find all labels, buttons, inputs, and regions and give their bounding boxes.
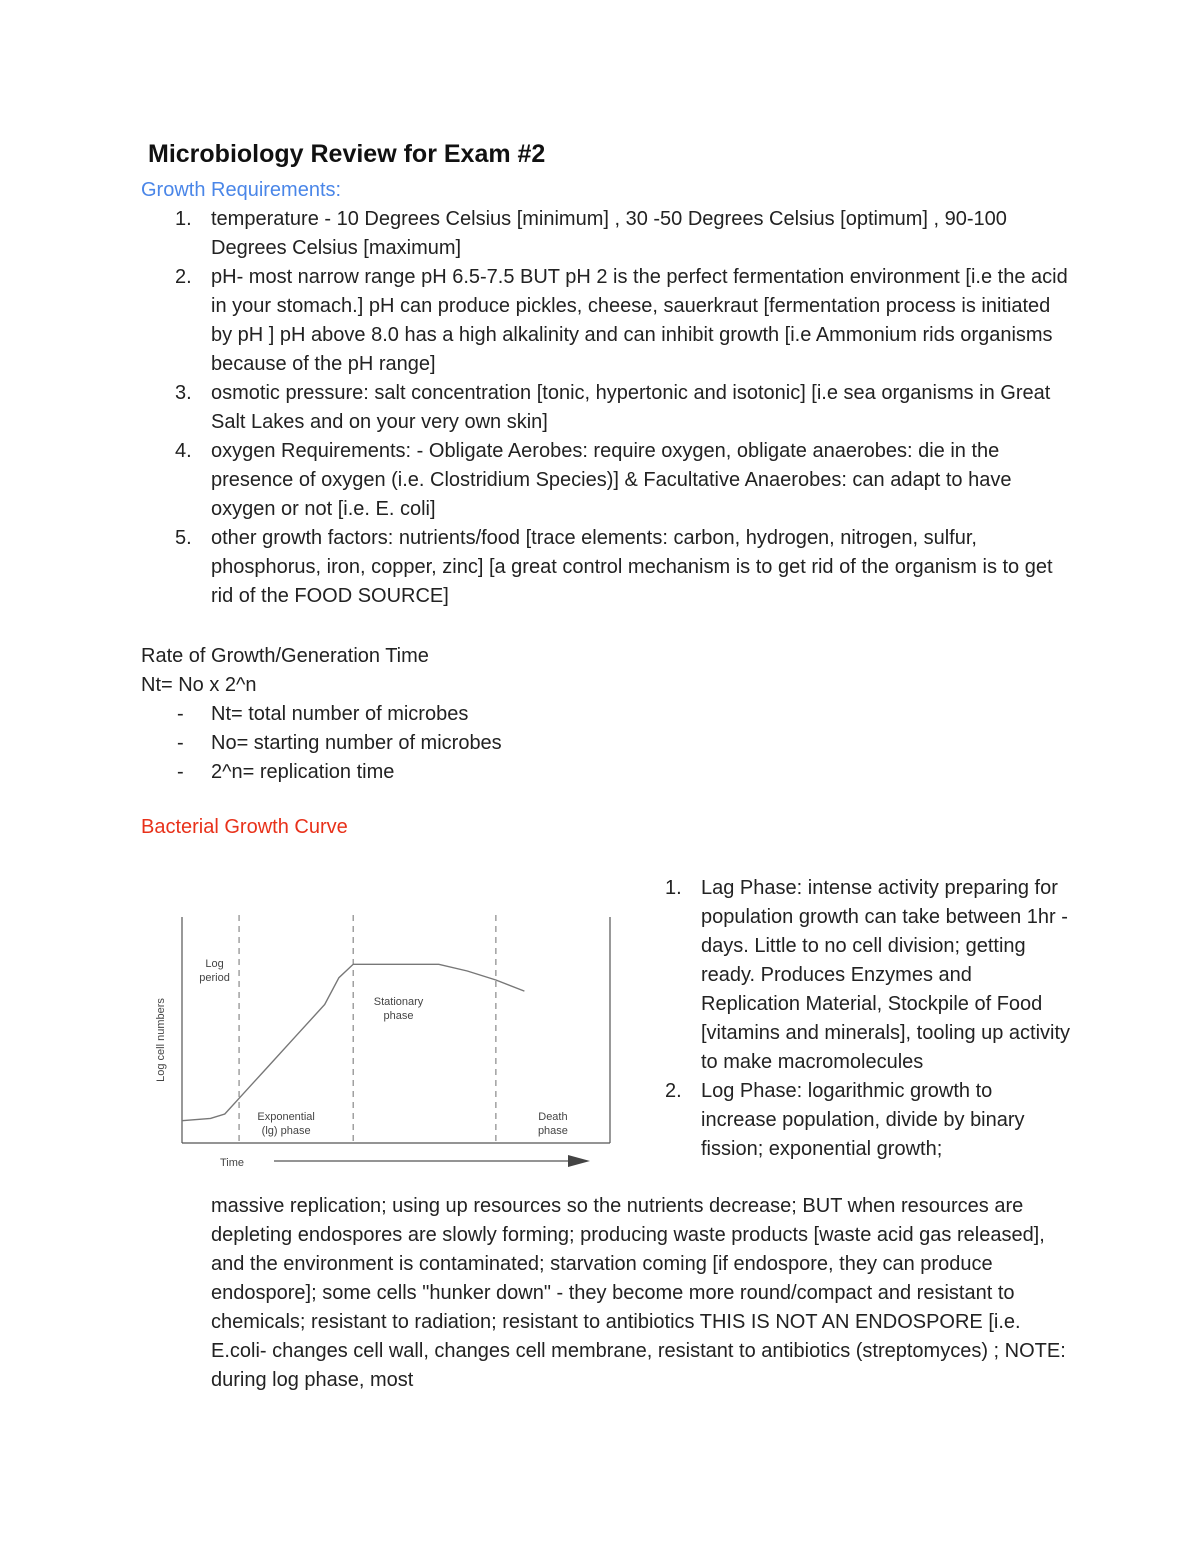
list-item: [141, 379, 1071, 437]
rate-heading: Rate of Growth/Generation Time: [141, 645, 429, 667]
lag-phase-label: period: [199, 972, 230, 984]
definition-text: 2^n= replication time: [211, 761, 395, 783]
growth-curve-chart: [150, 905, 620, 1180]
list-item: [141, 205, 1071, 263]
stationary-phase-label: Stationary: [373, 996, 424, 1008]
list-item: [631, 874, 1071, 1077]
definition-item: [141, 758, 502, 787]
dash-marker: -: [177, 703, 184, 725]
list-item-text: pH- most narrow range pH 6.5-7.5 BUT pH 2 is the perfect fermentation environment [i.e the acid in your stomach.] pH can produce pickles, cheese, sauerkraut [fermentation process is initiated by pH ] pH above 8.0 has a high alkalinity and can inhibit growth [i.e Ammonium rids organisms because of the pH range]: [211, 266, 1068, 375]
growth-curve-line: [182, 964, 524, 1120]
list-item-text: Lag Phase: intense activity preparing for population growth can take between 1hr -days. Little to no cell division; getting ready. Produces Enzymes and Replication Material, Stockpile of Food [vitamins and minerals], tooling up activity to make macromolecules: [701, 877, 1071, 1073]
list-item-text: Log Phase: logarithmic growth to increase population, divide by binary fission; exponential growth;: [701, 1080, 1025, 1160]
list-number: 1.: [175, 208, 192, 230]
exponential-phase-label: (lg) phase: [261, 1125, 311, 1137]
y-axis-label: Log cell numbers: [155, 998, 167, 1082]
list-item-text: oxygen Requirements: - Obligate Aerobes: require oxygen, obligate anaerobes: die in the presence of oxygen (i.e. Clostridium Species)] & Facultative Anaerobes: can adapt to have oxygen or not [i.e. E. coli]: [211, 440, 1012, 520]
log-phase-continuation: massive replication; using up resources so the nutrients decrease; BUT when resources are depleting endospores are slowly forming; producing waste products [waste acid gas released], and the environment is contaminated; starvation coming [if endospore, they can produce endospore]; some cells "hunker down" - they become more round/compact and resistant to chemicals; resistant to radiation; resistant to antibiotics THIS IS NOT AN ENDOSPORE [i.e. E.coli- changes cell wall, changes cell membrane, resistant to antibiotics (streptomyces) ; NOTE: during log phase, most: [211, 1195, 1066, 1391]
definition-text: Nt= total number of microbes: [211, 703, 469, 725]
list-item-text: other growth factors: nutrients/food [trace elements: carbon, hydrogen, nitrogen, sulfur, phosphorus, iron, copper, zinc] [a great control mechanism is to get rid of the organism is to get rid of the FOOD SOURCE]: [211, 527, 1053, 607]
list-number: 1.: [665, 877, 682, 899]
page-title: Microbiology Review for Exam #2: [148, 140, 546, 168]
list-item-text: temperature - 10 Degrees Celsius [minimum] , 30 -50 Degrees Celsius [optimum] , 90-100 Degrees Celsius [maximum]: [211, 208, 1007, 259]
formula-definitions: [141, 700, 502, 787]
lag-phase-label: Log: [205, 958, 224, 970]
x-axis-label: Time: [220, 1157, 245, 1169]
death-phase-label: Death: [538, 1111, 568, 1123]
growth-formula: Nt= No x 2^n: [141, 674, 257, 696]
list-item: [141, 437, 1071, 524]
chart-frame: [182, 917, 610, 1143]
phase-boundaries: [239, 915, 496, 1143]
exponential-phase-label: Exponential: [257, 1111, 315, 1123]
definition-item: [141, 700, 502, 729]
growth-phase-list: [631, 874, 1071, 1164]
list-item-text: osmotic pressure: salt concentration [tonic, hypertonic and isotonic] [i.e sea organisms in Great Salt Lakes and on your very own skin]: [211, 382, 1051, 433]
time-arrow-head: [568, 1155, 590, 1167]
list-number: 4.: [175, 440, 192, 462]
list-item: [141, 524, 1071, 611]
rate-of-growth-section: [141, 642, 429, 700]
growth-requirements-heading: Growth Requirements:: [141, 179, 342, 201]
list-number: 2.: [665, 1080, 682, 1102]
list-item: [631, 1077, 1071, 1164]
stationary-phase-label: phase: [383, 1010, 414, 1022]
list-number: 5.: [175, 527, 192, 549]
death-phase-label: phase: [537, 1125, 568, 1137]
growth-requirements-list: [141, 205, 1071, 611]
dash-marker: -: [177, 732, 184, 754]
list-number: 3.: [175, 382, 192, 404]
bacterial-growth-curve-heading: Bacterial Growth Curve: [141, 816, 348, 838]
definition-item: [141, 729, 502, 758]
dash-marker: -: [177, 761, 184, 783]
chart-labels: [199, 958, 568, 1137]
definition-text: No= starting number of microbes: [211, 732, 502, 754]
list-number: 2.: [175, 266, 192, 288]
list-item: [141, 263, 1071, 379]
